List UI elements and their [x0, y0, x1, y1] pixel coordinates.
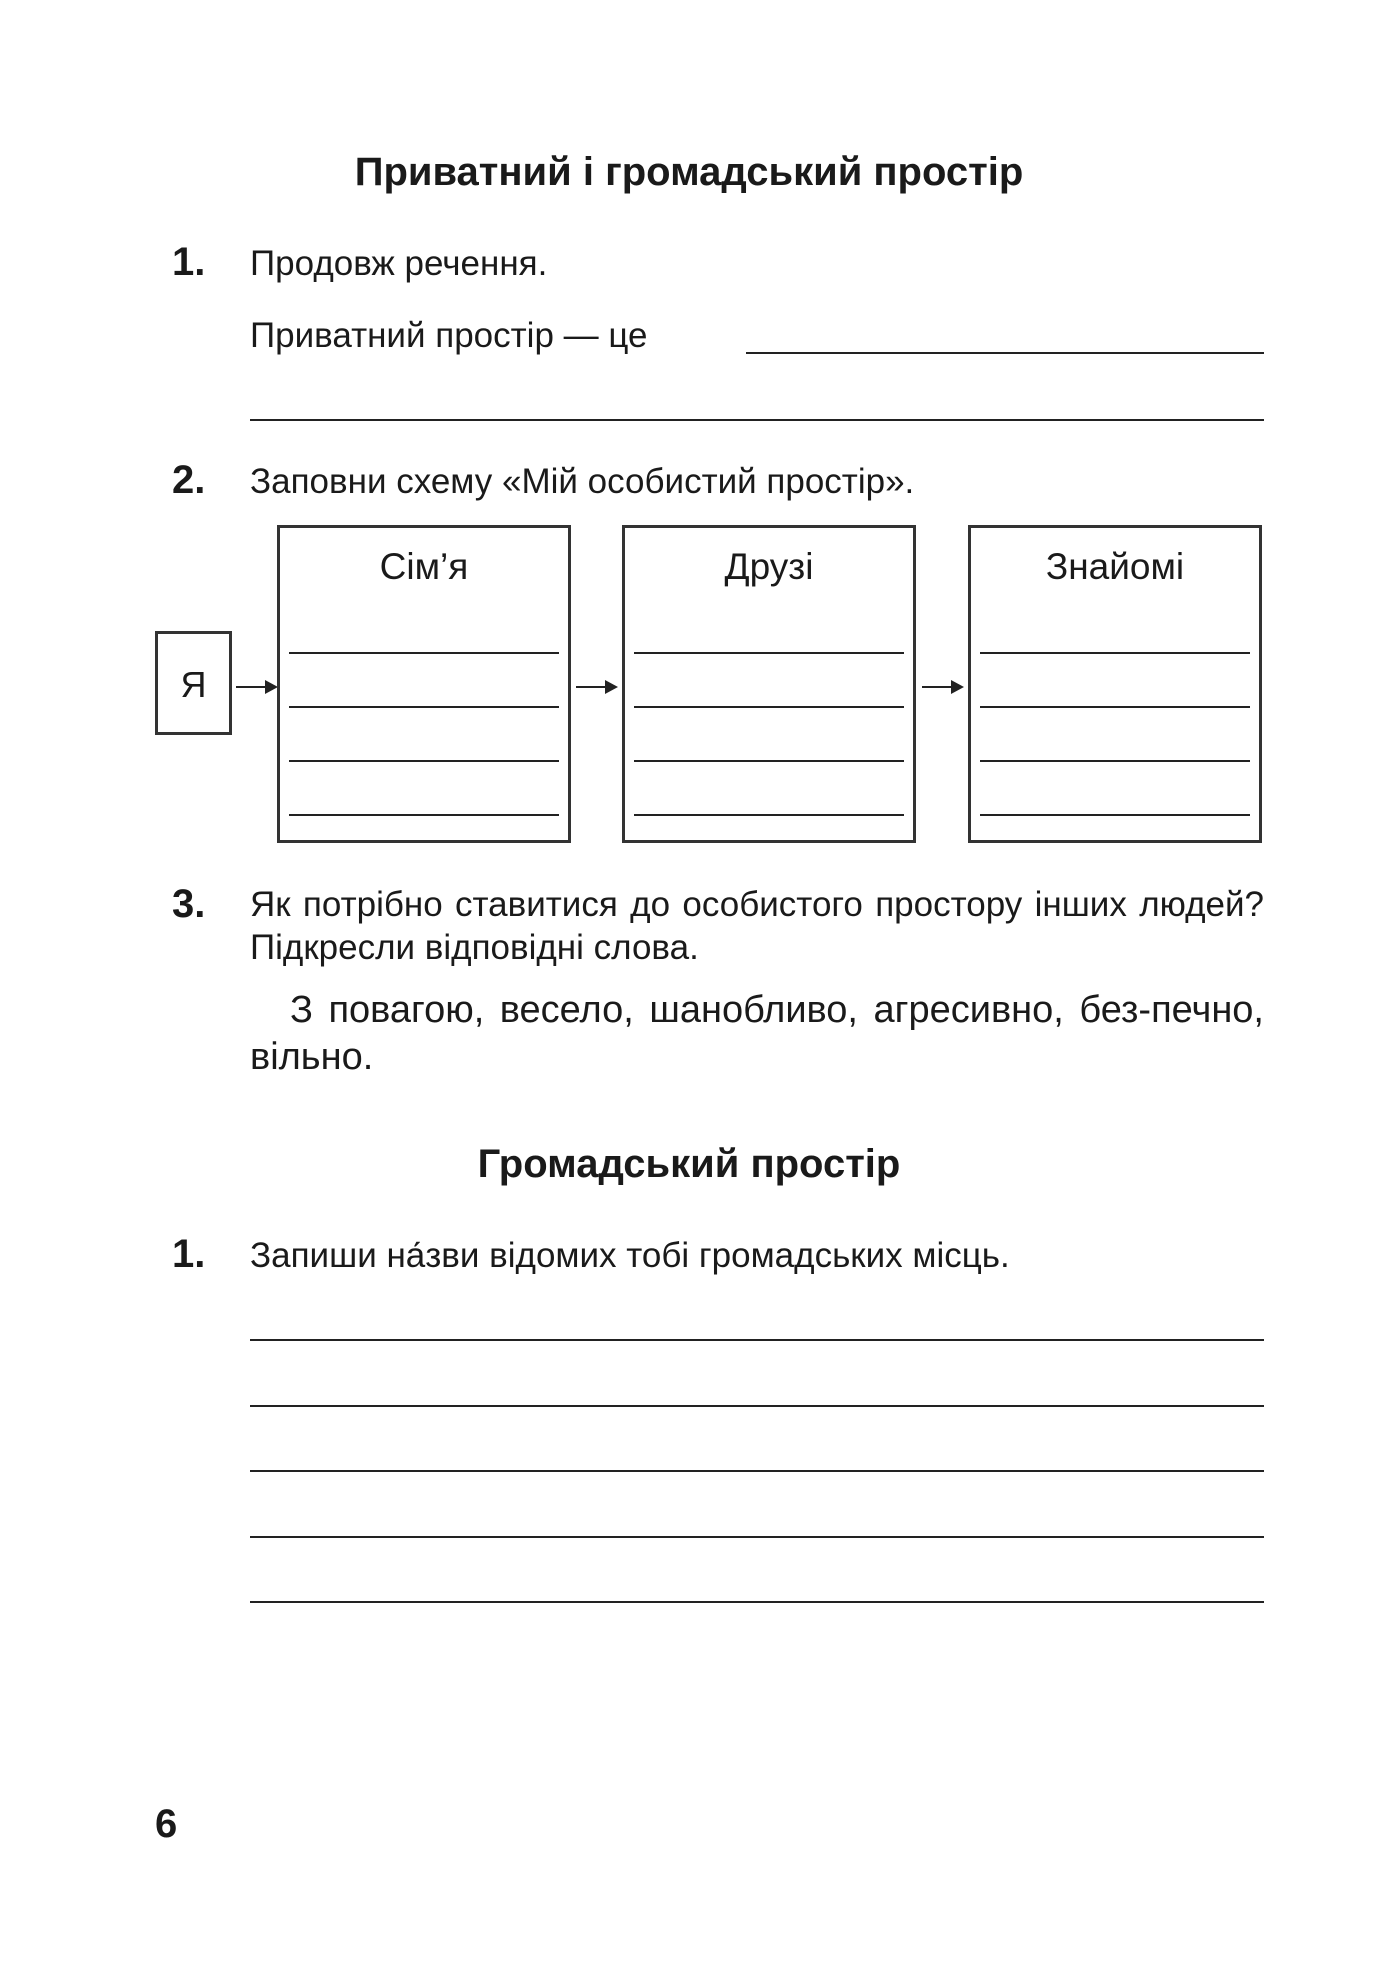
- answer-line[interactable]: [634, 706, 904, 708]
- arrow-icon: [922, 686, 962, 688]
- scheme-box-acquaintances: [968, 525, 1262, 843]
- answer-line[interactable]: [980, 706, 1250, 708]
- answer-line[interactable]: [250, 419, 1264, 421]
- scheme-box-title: Друзі: [724, 546, 814, 587]
- self-box: [155, 631, 232, 735]
- scheme-box-friends: [622, 525, 916, 843]
- task-instruction: Заповни схему «Мій особистий простір».: [250, 462, 915, 501]
- task-number: 1.: [172, 1232, 206, 1276]
- answer-line[interactable]: [289, 814, 559, 816]
- answer-line[interactable]: [250, 1601, 1264, 1603]
- answer-line[interactable]: [250, 1405, 1264, 1407]
- answer-line[interactable]: [250, 1470, 1264, 1472]
- arrow-icon: [576, 686, 616, 688]
- scheme-box-title: Сім’я: [379, 546, 469, 587]
- answer-line[interactable]: [746, 352, 1264, 354]
- answer-line[interactable]: [634, 760, 904, 762]
- answer-line[interactable]: [289, 706, 559, 708]
- page-number: 6: [155, 1802, 178, 1846]
- task-instruction: Запиши на́зви відомих тобі громадських місць.: [250, 1236, 1010, 1275]
- answer-line[interactable]: [289, 652, 559, 654]
- answer-line[interactable]: [250, 1536, 1264, 1538]
- sentence-start: Приватний простір — це: [250, 316, 648, 355]
- answer-line[interactable]: [250, 1339, 1264, 1341]
- answer-line[interactable]: [980, 760, 1250, 762]
- self-label: Я: [180, 664, 207, 705]
- answer-line[interactable]: [980, 814, 1250, 816]
- scheme-box-title: Знайомі: [1045, 546, 1185, 587]
- word-choices[interactable]: З повагою, весело, шанобливо, агресивно, без-печно, вільно.: [250, 989, 1264, 1078]
- task-number: 2.: [172, 458, 206, 502]
- answer-line[interactable]: [634, 814, 904, 816]
- task-number: 1.: [172, 240, 206, 284]
- arrow-icon: [236, 686, 276, 688]
- task-number: 3.: [172, 882, 206, 926]
- answer-line[interactable]: [289, 760, 559, 762]
- section-title-private-public: Приватний і громадський простір: [354, 150, 1024, 194]
- section-title-public: Громадський простір: [477, 1142, 901, 1186]
- task-question: Як потрібно ставитися до особистого простору інших людей? Підкресли відповідні слова.: [250, 885, 1264, 967]
- task-instruction: Продовж речення.: [250, 244, 548, 283]
- scheme-box-family: [277, 525, 571, 843]
- answer-line[interactable]: [634, 652, 904, 654]
- answer-line[interactable]: [980, 652, 1250, 654]
